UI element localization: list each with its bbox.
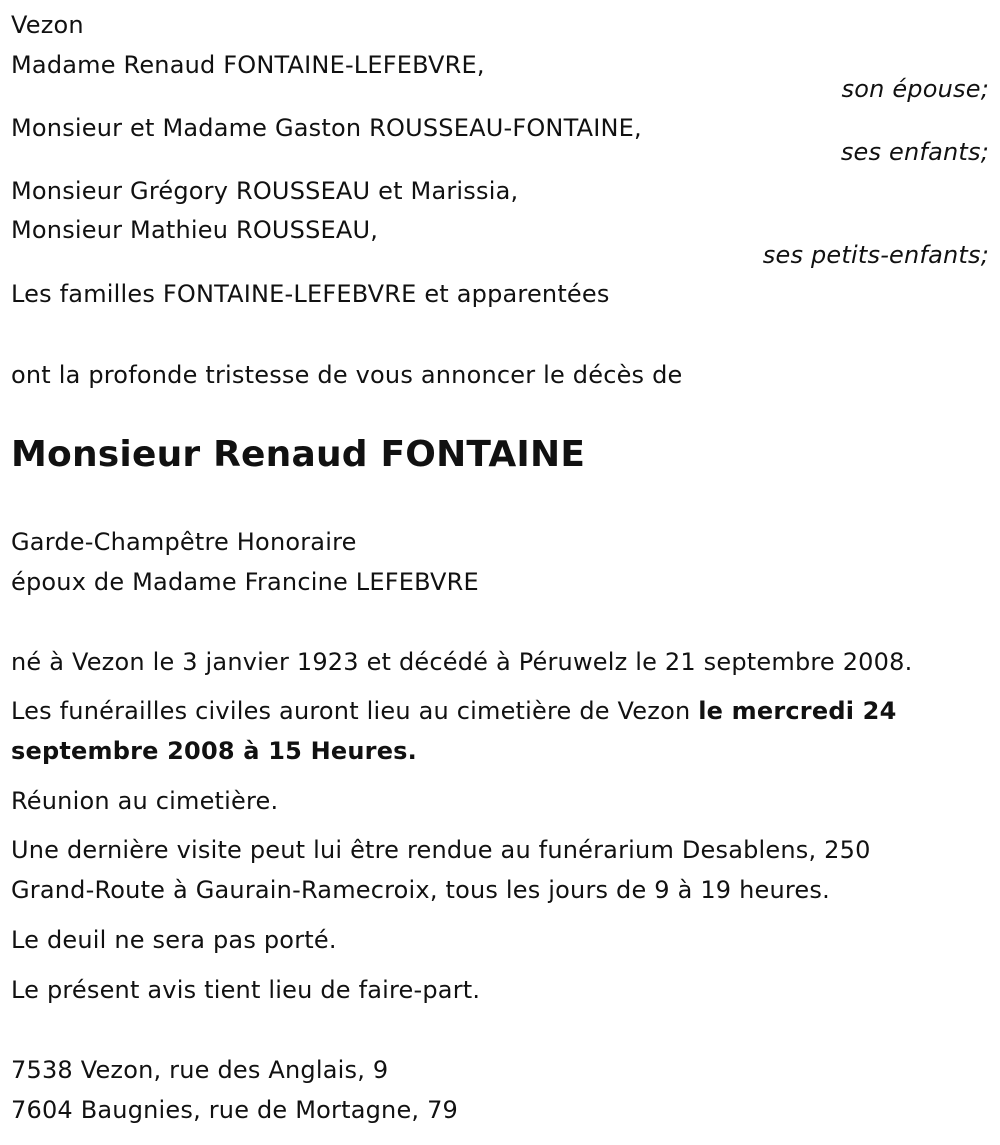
family-spouse-relation: son épouse; <box>841 75 989 103</box>
visit-line-1: Une dernière visite peut lui être rendue au funérarium Desablens, 250 <box>11 836 871 864</box>
family-grandchild-2: Monsieur Mathieu ROUSSEAU, <box>11 216 379 244</box>
family-children-name: Monsieur et Madame Gaston ROUSSEAU-FONTAINE, <box>11 114 642 142</box>
address-1: 7538 Vezon, rue des Anglais, 9 <box>11 1056 389 1084</box>
family-children-relation: ses enfants; <box>840 138 989 166</box>
mourning: Le deuil ne sera pas porté. <box>11 926 337 954</box>
family-grandchild-1: Monsieur Grégory ROUSSEAU et Marissia, <box>11 177 519 205</box>
family-grandchildren-relation: ses petits-enfants; <box>762 241 989 269</box>
notice: Le présent avis tient lieu de faire-part. <box>11 976 481 1004</box>
visit-line-2: Grand-Route à Gaurain-Ramecroix, tous les jours de 9 à 19 heures. <box>11 876 830 904</box>
deceased-spouse: époux de Madame Francine LEFEBVRE <box>11 568 479 596</box>
funeral-line-2 <box>11 736 417 766</box>
location: Vezon <box>11 11 84 39</box>
announcement: ont la profonde tristesse de vous annoncer le décès de <box>11 361 683 389</box>
families-line: Les familles FONTAINE-LEFEBVRE et apparentées <box>11 280 610 308</box>
funeral-text: Les funérailles civiles auront lieu au cimetière de Vezon <box>11 697 699 725</box>
address-2: 7604 Baugnies, rue de Mortagne, 79 <box>11 1096 459 1124</box>
birth-death: né à Vezon le 3 janvier 1923 et décédé à Péruwelz le 21 septembre 2008. <box>11 648 913 676</box>
deceased-title: Garde-Champêtre Honoraire <box>11 528 357 556</box>
funeral-date-1: le mercredi 24 <box>698 697 897 725</box>
funeral-date-2: septembre 2008 à 15 Heures. <box>11 737 417 765</box>
meeting: Réunion au cimetière. <box>11 787 279 815</box>
family-spouse-name: Madame Renaud FONTAINE-LEFEBVRE, <box>11 51 485 79</box>
funeral-line-1 <box>11 696 896 726</box>
deceased-name: Monsieur Renaud FONTAINE <box>11 434 586 475</box>
